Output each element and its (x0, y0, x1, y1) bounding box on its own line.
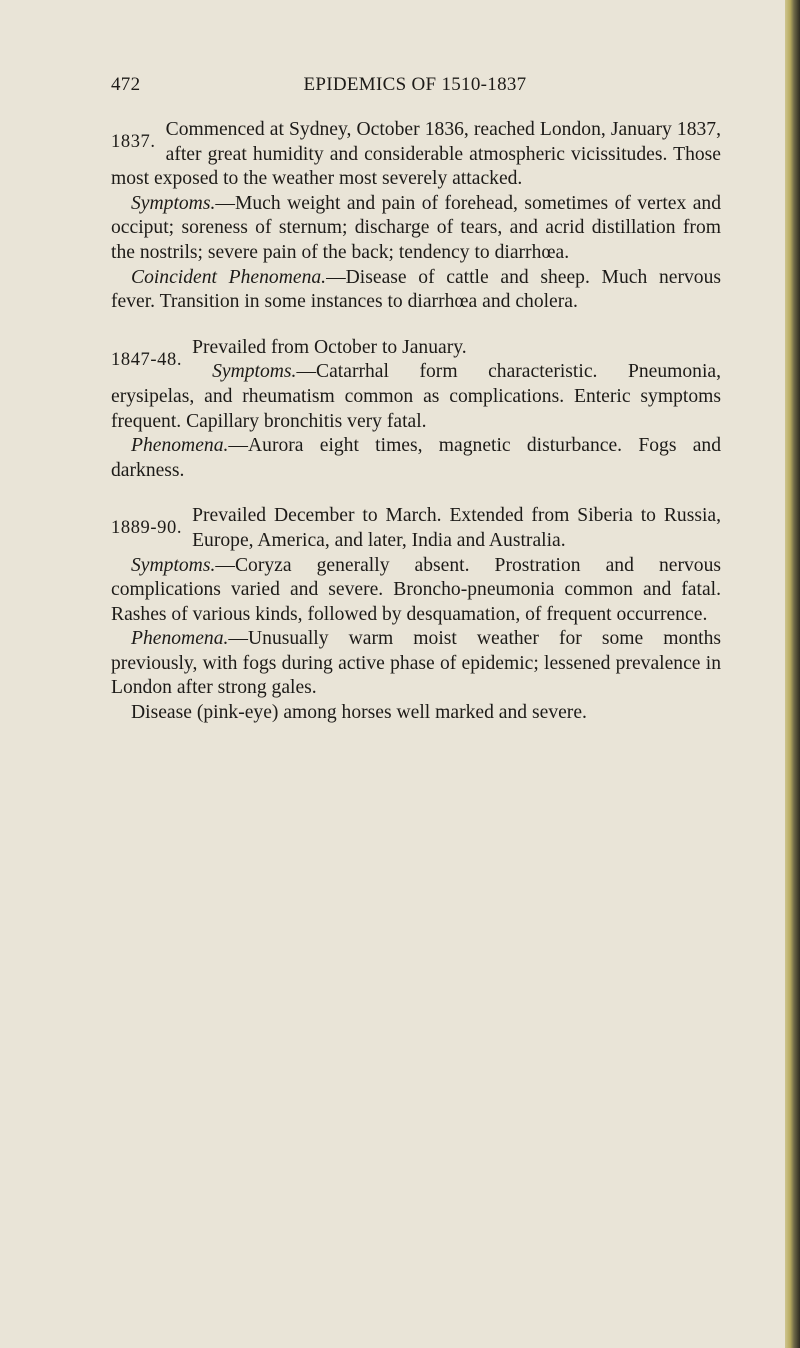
phenomena-label: Phenomena. (131, 435, 229, 457)
symptoms-label: Symptoms. (131, 554, 216, 576)
entry-year: 1847-48. (111, 349, 183, 370)
extra-paragraph: Disease (pink-eye) among horses well marked and severe. (131, 702, 587, 724)
page-edge (785, 0, 800, 1348)
symptoms-label: Symptoms. (212, 361, 297, 383)
entry-1847-48 (111, 336, 721, 484)
entry-intro: Commenced at Sydney, October 1836, reached London, January 1837, after great humidity and considerable atmospheric vicissitudes. Those most exposed to the weather most severely attacked. (111, 119, 721, 190)
phenomena-paragraph (111, 266, 721, 315)
page-number: 472 (111, 74, 141, 95)
symptoms-text: —Catarrhal form characteristic. Pneumonia, erysipelas, and rheumatism common as complications. Enteric symptoms frequent. Capillary bronchitis very fatal. (111, 361, 721, 432)
page-header (111, 74, 719, 102)
entry-intro: Prevailed from October to January. (192, 336, 467, 358)
phenomena-paragraph (111, 627, 721, 701)
entry-year: 1889-90. (111, 518, 183, 539)
entry-intro: Prevailed December to March. Extended from Siberia to Russia, Europe, America, and later, India and Australia. (192, 505, 721, 551)
phenomena-label: Phenomena. (131, 628, 229, 650)
entry-1837 (111, 118, 721, 315)
symptoms-paragraph (111, 554, 721, 628)
phenomena-text: —Disease of cattle and sheep. Much nervous fever. Transition in some instances to diarrhœa and cholera. (111, 266, 721, 313)
symptoms-paragraph (111, 360, 721, 434)
phenomena-text: —Aurora eight times, magnetic disturbance. Fogs and darkness. (111, 435, 721, 481)
symptoms-text: —Much weight and pain of forehead, sometimes of vertex and occiput; soreness of sternum; discharge of tears, and acrid distillation from the nostrils; severe pain of the back; tendency to diarrhœa. (111, 192, 721, 263)
page-body (111, 118, 721, 726)
symptoms-text: —Coryza generally absent. Prostration and nervous complications varied and severe. Broncho-pneumonia common and fatal. Rashes of various kinds, followed by desquamation, of frequent occurrence. (111, 554, 721, 625)
symptoms-label: Symptoms. (131, 192, 216, 214)
phenomena-text: —Unusually warm moist weather for some months previously, with fogs during active phase of epidemic; lessened prevalence in London after strong gales. (111, 628, 721, 699)
phenomena-label: Coincident Phenomena. (131, 266, 327, 288)
symptoms-paragraph (111, 192, 721, 266)
entry-year: 1837. (111, 132, 156, 152)
entry-1889-90 (111, 504, 721, 725)
phenomena-paragraph (111, 434, 721, 483)
running-title: EPIDEMICS OF 1510-1837 (303, 74, 527, 95)
